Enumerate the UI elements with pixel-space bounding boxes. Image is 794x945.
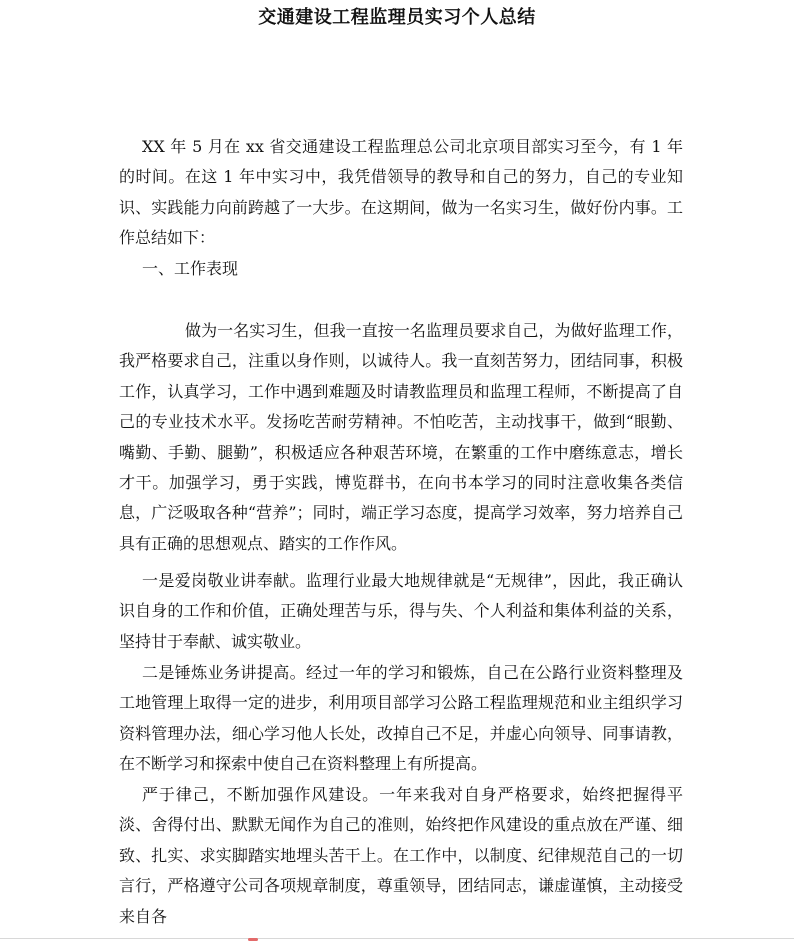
skills-paragraph: 二是锤炼业务讲提高。经过一年的学习和锻炼，自己在公路行业资料整理及工地管理上取得一定的进步，利用项目部学习公路工程监理规范和业主组织学习资料管理办法，细心学习他人长处，改掉自己不足，并虚心向领导、同事请教，在不断学习和探索中使自己在资料整理上有所提高。 xyxy=(119,663,683,774)
discipline-paragraph: 严于律己，不断加强作风建设。一年来我对自身严格要求，始终把握得平淡、舍得付出、默默无闻作为自己的准则，始终把作风建设的重点放在严谨、细致、扎实、求实脚踏实地埋头苦干上。在工作中，以制度、纪律规范自己的一切言行，严格遵守公司各项规章制度，尊重领导，团结同志，谦虚谨慎，主动接受来自各 xyxy=(119,785,683,926)
page-bottom-divider xyxy=(0,938,794,939)
section-heading-work-performance: 一、工作表现 xyxy=(142,259,239,278)
red-ink-mark xyxy=(248,938,258,941)
document-title: 交通建设工程监理员实习个人总结 xyxy=(258,7,536,28)
intro-paragraph: XX 年 5 月在 xx 省交通建设工程监理总公司北京项目部实习至今，有 1 年的时间。在这 1 年中实习中，我凭借领导的教导和自己的努力，自己的专业知识、实践能力向前跨越了一大步。在这期间，做为一名实习生，做好份内事。工作总结如下： xyxy=(119,137,683,248)
work-performance-paragraph: 做为一名实习生，但我一直按一名监理员要求自己，为做好监理工作，我严格要求自己，注重以身作则，以诚待人。我一直刻苦努力，团结同事，积极工作，认真学习，工作中遇到难题及时请教监理员和监理工程师，不断提高了自己的专业技术水平。发扬吃苦耐劳精神。不怕吃苦，主动找事干，做到“眼勤、嘴勤、手勤、腿勤”，积极适应各种艰苦环境，在繁重的工作中磨练意志，增长才干。加强学习，勇于实践，博览群书，在向书本学习的同时注意收集各类信息，广泛吸取各种“营养”；同时，端正学习态度，提高学习效率，努力培养自己具有正确的思想观点、踏实的工作作风。 xyxy=(119,321,683,553)
dedication-paragraph: 一是爱岗敬业讲奉献。监理行业最大地规律就是“无规律”，因此，我正确认识自身的工作和价值，正确处理苦与乐，得与失、个人利益和集体利益的关系，坚持甘于奉献、诚实敬业。 xyxy=(119,571,683,651)
